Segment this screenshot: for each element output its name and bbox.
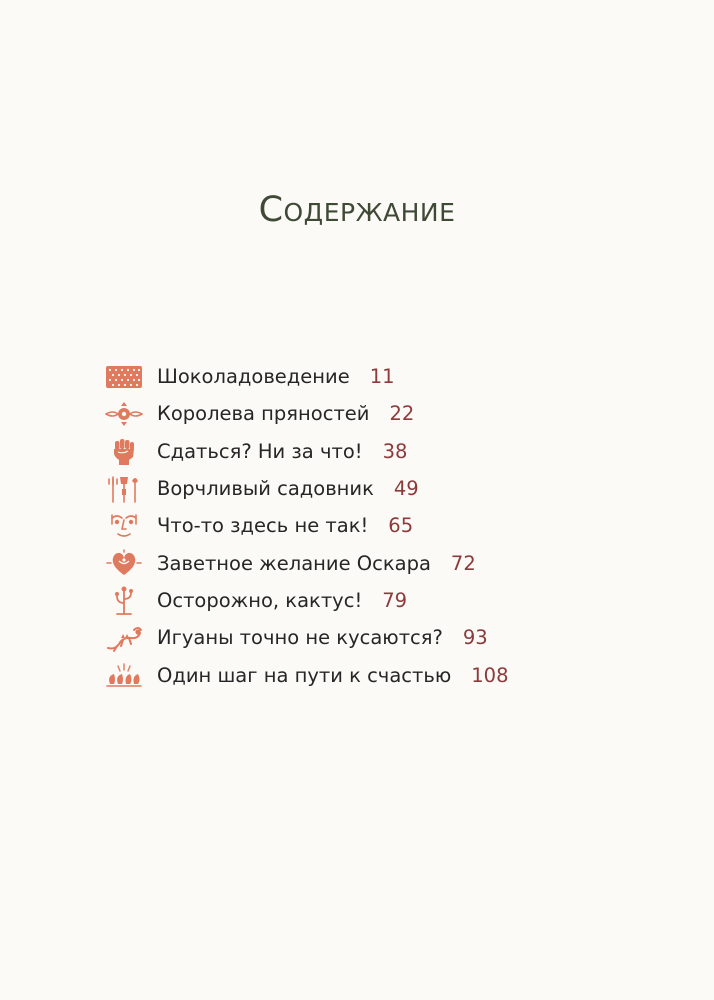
- toc-page-number: 72: [450, 551, 476, 575]
- iguana-icon: [104, 623, 144, 653]
- toc-title: Что-то здесь не так!: [157, 514, 369, 538]
- toc-page-number: 65: [388, 514, 414, 538]
- toc-entry[interactable]: [104, 470, 509, 507]
- toc-title: Шоколадоведение: [157, 365, 350, 389]
- toc-page-number: 22: [389, 402, 415, 426]
- raised-fist-icon: [104, 436, 144, 466]
- toc-entry[interactable]: [104, 619, 509, 656]
- toc-page-number: 49: [393, 477, 419, 501]
- toc-title: Игуаны точно не кусаются?: [157, 626, 443, 650]
- toc-title: Ворчливый садовник: [157, 477, 374, 501]
- cactus-icon: [104, 585, 144, 615]
- toc-entry[interactable]: [104, 358, 509, 395]
- toc-title: Королева пряностей: [157, 402, 370, 426]
- toc-page-number: 11: [369, 365, 395, 389]
- toc-title: Заветное желание Оскара: [157, 551, 431, 575]
- toc-entry[interactable]: [104, 507, 509, 544]
- toc-title: Осторожно, кактус!: [157, 588, 363, 612]
- toc-title: Один шаг на пути к счастью: [157, 663, 452, 687]
- toc-page-number: 38: [382, 439, 408, 463]
- toc-entry[interactable]: [104, 582, 509, 619]
- toc-title: Сдаться? Ни за что!: [157, 439, 363, 463]
- face-icon: [104, 511, 144, 541]
- toc-page-number: 108: [471, 663, 509, 687]
- garden-tools-icon: [104, 474, 144, 504]
- toc-page-number: 79: [382, 588, 408, 612]
- toc-entry[interactable]: [104, 433, 509, 470]
- toc-entry[interactable]: [104, 544, 509, 581]
- flowers-icon: [104, 660, 144, 690]
- toc-page-number: 93: [462, 626, 488, 650]
- spice-flower-icon: [104, 399, 144, 429]
- page-title: Содержание: [258, 190, 456, 230]
- table-of-contents: [104, 358, 509, 694]
- toc-entry[interactable]: [104, 395, 509, 432]
- toc-entry[interactable]: [104, 656, 509, 693]
- chocolate-bar-icon: [104, 362, 144, 392]
- heart-icon: [104, 548, 144, 578]
